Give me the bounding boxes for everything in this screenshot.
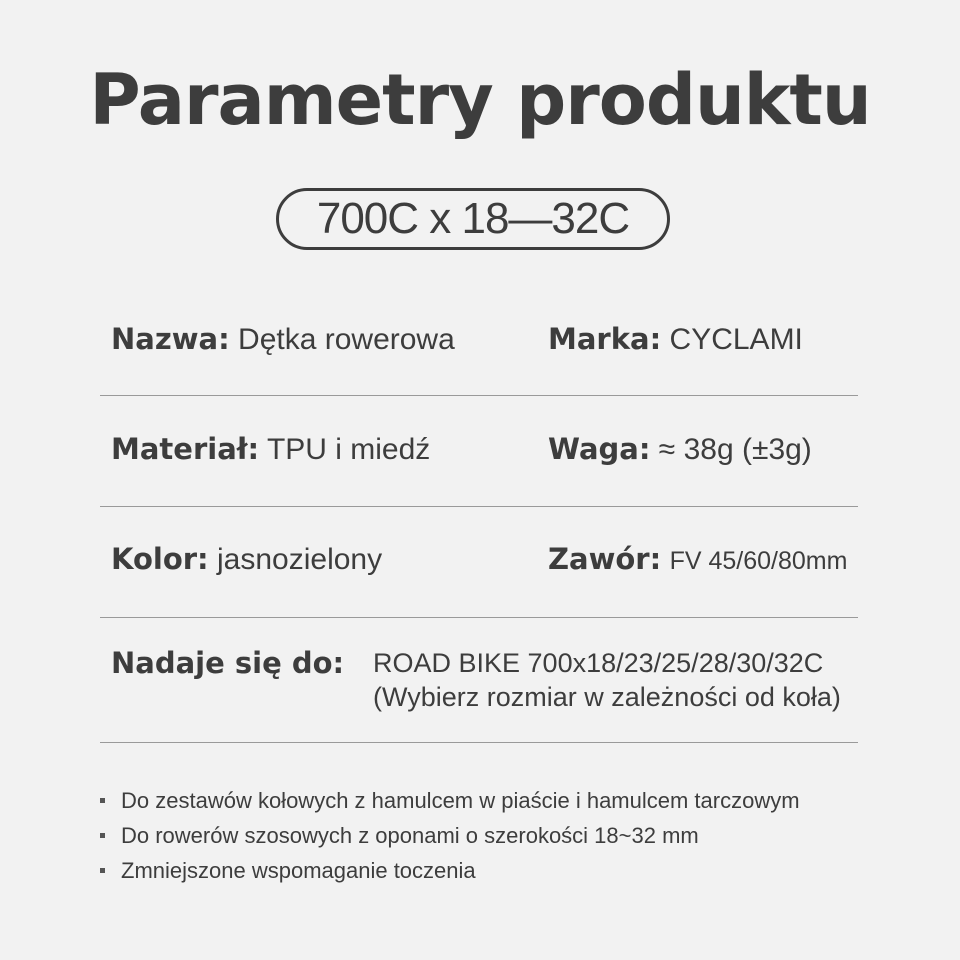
feature-item: Do rowerów szosowych z oponami o szerokości 18~32 mm <box>100 818 800 853</box>
spec-color-label: Kolor: <box>111 542 209 576</box>
spec-valve <box>548 541 847 579</box>
spec-fits-value-line1: ROAD BIKE 700x18/23/25/28/30/32C <box>373 648 824 678</box>
spec-color-value: jasnozielony <box>217 543 383 576</box>
size-badge: 700C x 18—32C <box>276 188 670 250</box>
bullet-icon <box>100 798 105 803</box>
spec-material-label: Materiał: <box>111 432 260 466</box>
spec-weight <box>548 431 812 468</box>
spec-weight-value: ≈ 38g (±3g) <box>658 433 812 466</box>
spec-fits <box>111 645 344 682</box>
feature-list <box>100 783 800 888</box>
divider <box>100 617 858 618</box>
bullet-icon <box>100 868 105 873</box>
spec-fits-value-line2: (Wybierz rozmiar w zależności od koła) <box>373 682 841 712</box>
divider <box>100 742 858 743</box>
spec-name <box>111 321 455 358</box>
feature-item: Do zestawów kołowych z hamulcem w piaście i hamulcem tarczowym <box>100 783 800 818</box>
feature-item: Zmniejszone wspomaganie toczenia <box>100 853 800 888</box>
spec-fits-value <box>373 646 841 714</box>
spec-name-label: Nazwa: <box>111 322 230 356</box>
spec-material <box>111 431 430 468</box>
spec-valve-label: Zawór: <box>548 542 662 576</box>
spec-brand <box>548 321 803 358</box>
spec-color <box>111 541 382 578</box>
spec-valve-value: FV 45/60/80mm <box>669 547 848 575</box>
page-title: Parametry produktu <box>89 59 871 141</box>
bullet-icon <box>100 833 105 838</box>
spec-brand-label: Marka: <box>548 322 662 356</box>
spec-fits-label: Nadaje się do: <box>111 646 345 680</box>
spec-material-value: TPU i miedź <box>266 433 431 466</box>
divider <box>100 506 858 507</box>
divider <box>100 395 858 396</box>
spec-brand-value: CYCLAMI <box>669 323 803 356</box>
spec-name-value: Dętka rowerowa <box>238 323 455 356</box>
spec-weight-label: Waga: <box>548 432 651 466</box>
